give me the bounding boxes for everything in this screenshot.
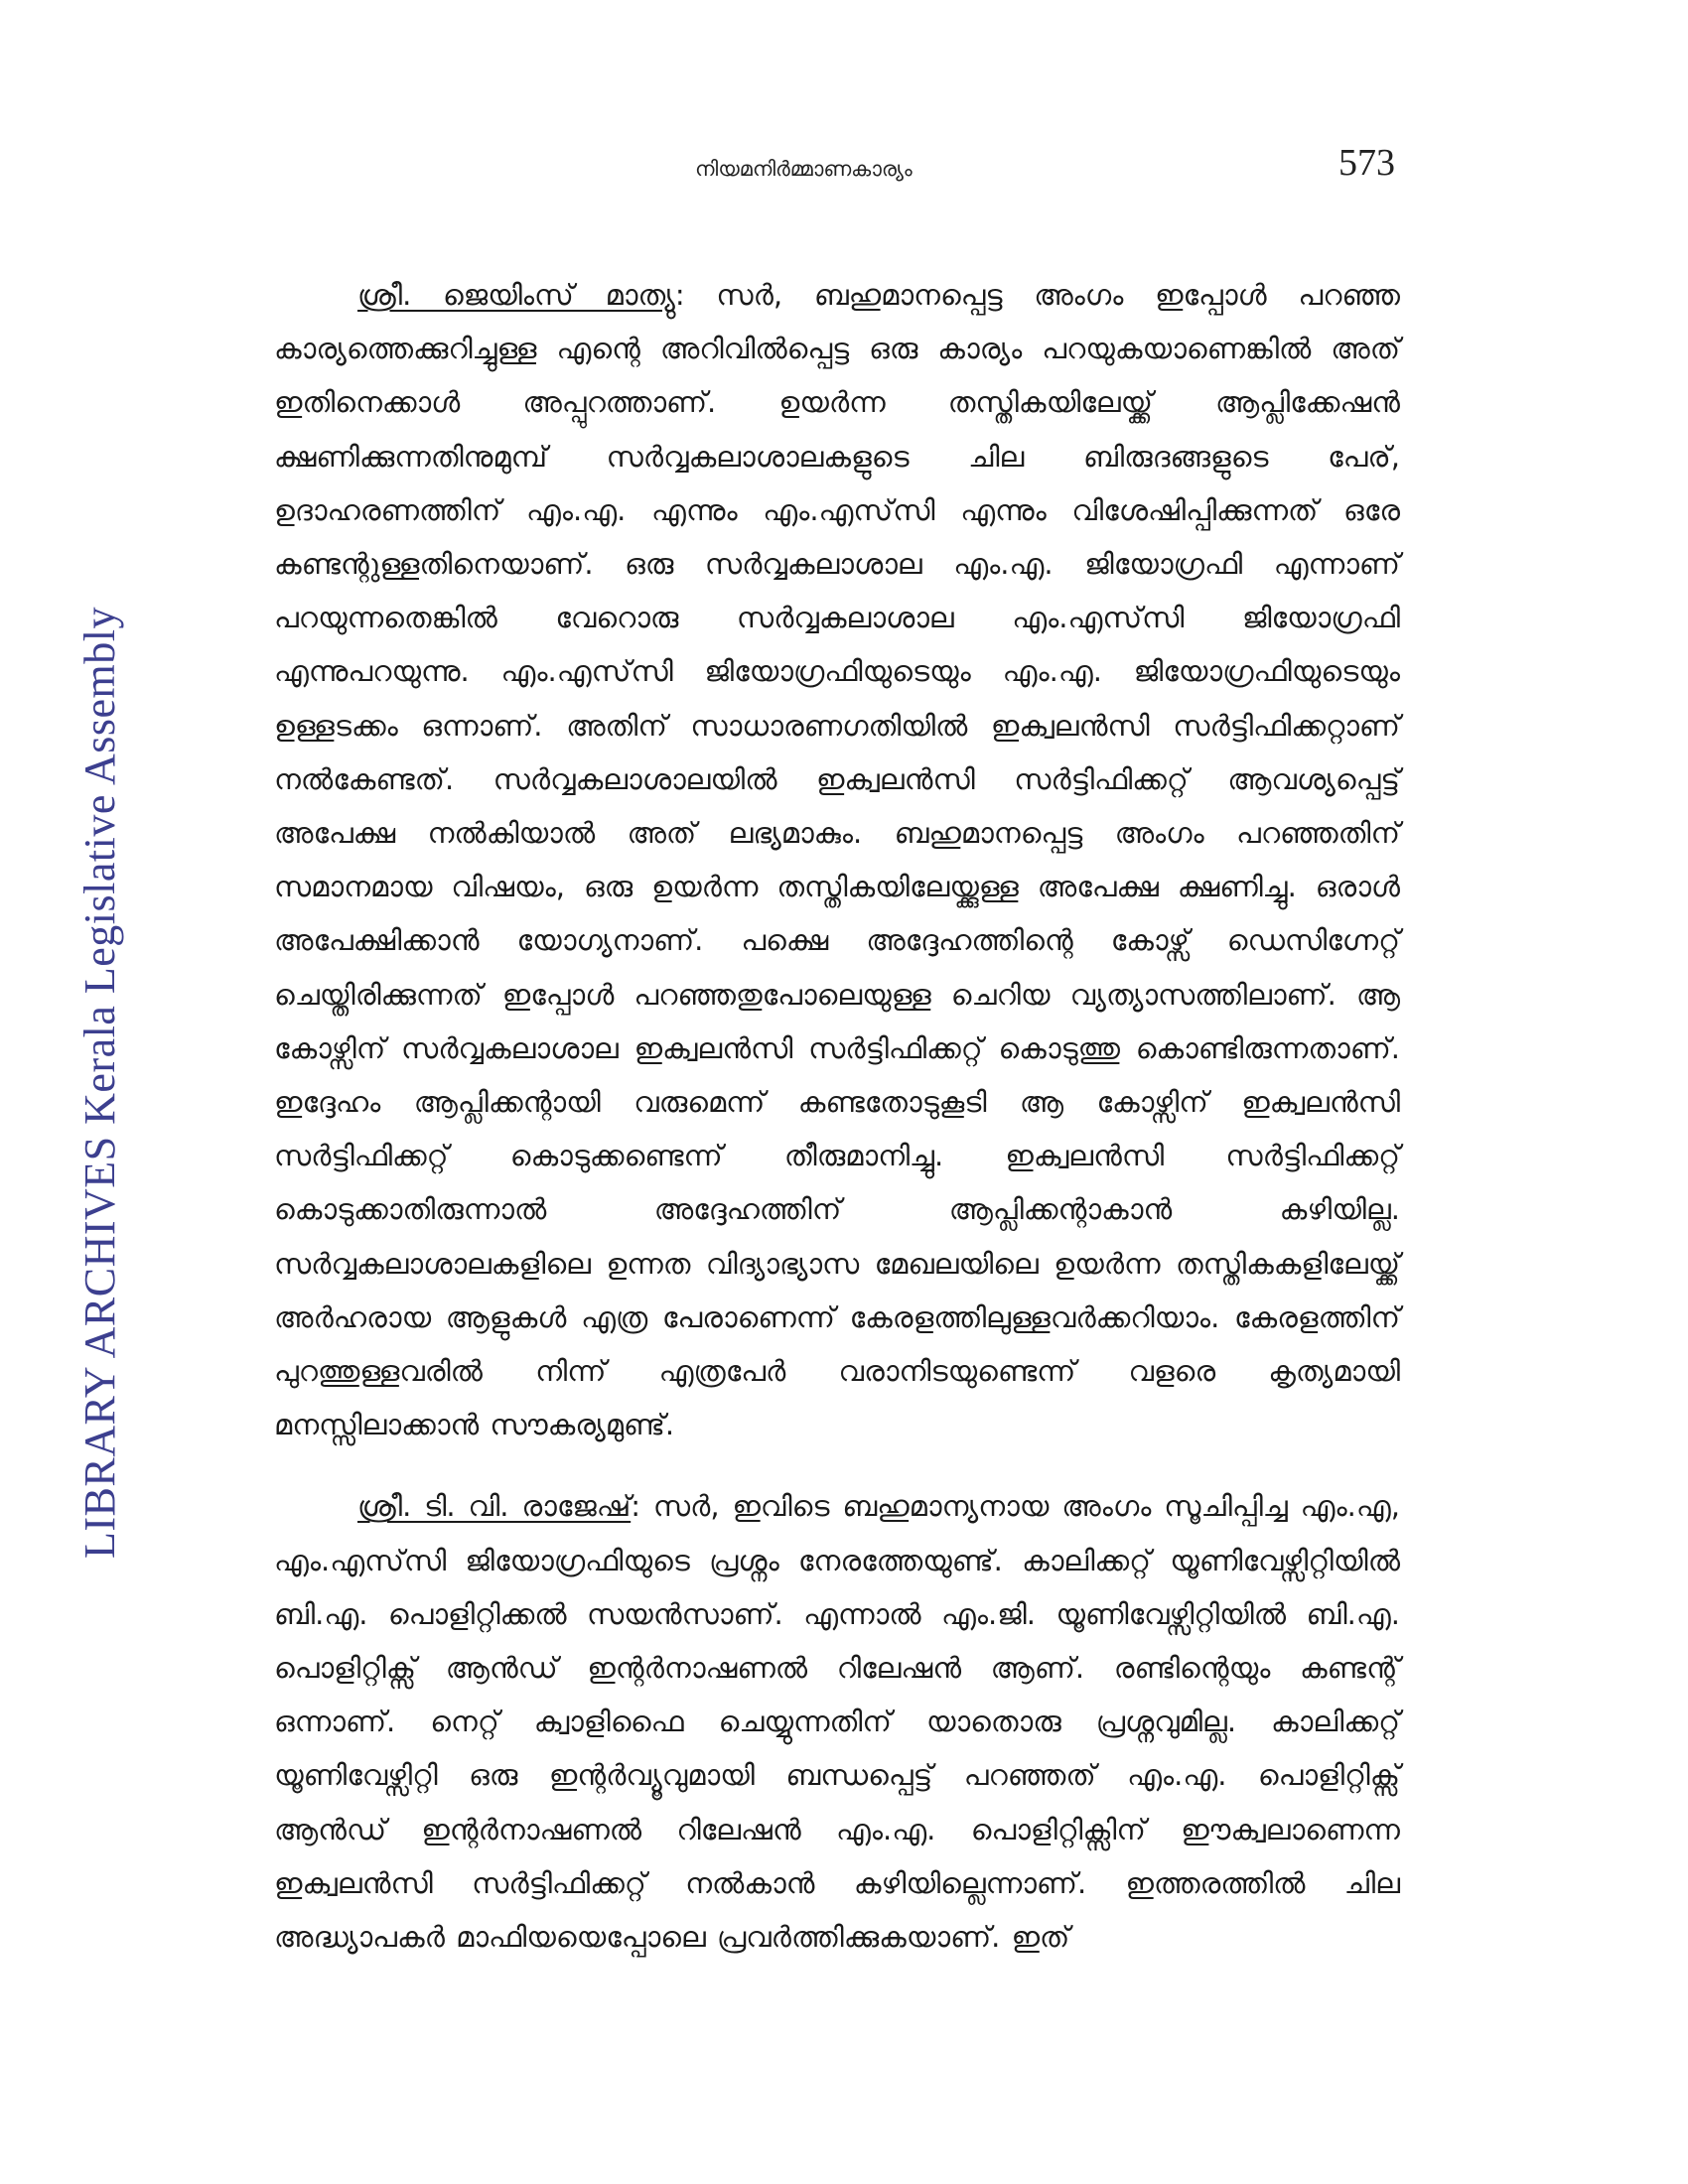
running-head-title: നിയമനിർമ്മാണകാര്യം (695, 157, 913, 181)
speaker-name: ശ്രീ. ജെയിംസ് മാത്യു (357, 278, 675, 312)
speaker-name: ശ്രീ. ടി. വി. രാജേഷ് (357, 1489, 632, 1524)
paragraph-text: : സർ, ബഹുമാനപ്പെട്ട അംഗം ഇപ്പോൾ പറഞ്ഞ കാര്യത്തെക്കുറിച്ചുള്ള എന്റെ അറിവിൽപ്പെട്ട ഒരു കാര്യം പറയുകയാണെങ്കിൽ അത് ഇതിനെക്കാൾ അപ്പുറത്താണ്. ഉയർന്ന തസ്തികയിലേയ്ക്ക് ആപ്ലിക്കേഷൻ ക്ഷണിക്കുന്നതിനുമുമ്പ് സർവ്വകലാശാലകളുടെ ചില ബിരുദങ്ങളുടെ പേര്, ഉദാഹരണത്തിന് എം.എ. എന്നും എം.എസ്‌സി എന്നും വിശേഷിപ്പിക്കുന്നത് ഒരേ കണ്ടന്റുള്ളതിനെയാണ്. ഒരു സർവ്വകലാശാല എം.എ. ജിയോഗ്രഫി എന്നാണ് പറയുന്നതെങ്കിൽ വേറൊരു സർവ്വകലാശാല എം.എസ്‌സി ജിയോഗ്രഫി എന്നുപറയുന്നു. എം.എസ്‌സി ജിയോഗ്രഫിയുടെയും എം.എ. ജിയോഗ്രഫിയുടെയും ഉള്ളടക്കം ഒന്നാണ്. അതിന് സാധാരണഗതിയിൽ ഇക്വലൻസി സർട്ടിഫിക്കറ്റാണ് നൽകേണ്ടത്. സർവ്വകലാശാലയിൽ ഇക്വലൻസി സർട്ടിഫിക്കറ്റ് ആവശ്യപ്പെട്ട് അപേക്ഷ നൽകിയാൽ അത് ലഭ്യമാകും. ബഹുമാനപ്പെട്ട അംഗം പറഞ്ഞതിന് സമാനമായ വിഷയം, ഒരു ഉയർന്ന തസ്തികയിലേയ്ക്കുള്ള അപേക്ഷ ക്ഷണിച്ചു. ഒരാൾ അപേക്ഷിക്കാൻ യോഗ്യനാണ്. പക്ഷെ അദ്ദേഹത്തിന്റെ കോഴ്സ് ഡെസിഗ്നേറ്റ് ചെയ്തിരിക്കുന്നത് ഇപ്പോൾ പറഞ്ഞതുപോലെയുള്ള ചെറിയ വ്യത്യാസത്തിലാണ്. ആ കോഴ്സിന് സർവ്വകലാശാല ഇക്വലൻസി സർട്ടിഫിക്കറ്റ് കൊടുത്തു കൊണ്ടിരുന്നതാണ്. ഇദ്ദേഹം ആപ്ലിക്കന്റായി വരുമെന്ന് കണ്ടതോടുകൂടി ആ കോഴ്സിന് ഇക്വലൻസി സർട്ടിഫിക്കറ്റ് കൊടുക്കണ്ടെന്ന് തീരുമാനിച്ചു. ഇക്വലൻസി സർട്ടിഫിക്കറ്റ് കൊടുക്കാതിരുന്നാൽ അദ്ദേഹത്തിന് ആപ്ലിക്കന്റാകാൻ കഴിയില്ല. സർവ്വകലാശാലകളിലെ ഉന്നത വിദ്യാഭ്യാസ മേഖലയിലെ ഉയർന്ന തസ്തികകളിലേയ്ക്ക് അർഹരായ ആളുകൾ എത്ര പേരാണെന്ന് കേരളത്തിലുള്ളവർക്കറിയാം. കേരളത്തിന് പുറത്തുള്ളവരിൽ നിന്ന് എത്രപേർ വരാനിടയുണ്ടെന്ന് വളരെ കൃത്യമായി മനസ്സിലാക്കാൻ സൗകര്യമുണ്ട്. (274, 278, 1400, 1442)
paragraph-james-mathew (274, 268, 1400, 1451)
page-number: 573 (1338, 142, 1395, 184)
body-text (274, 268, 1400, 1991)
paragraph-tv-rajesh (274, 1479, 1400, 1964)
side-watermark: LIBRARY ARCHIVES Kerala Legislative Assembly (75, 607, 124, 1559)
paragraph-text: : സർ, ഇവിടെ ബഹുമാന്യനായ അംഗം സൂചിപ്പിച്ച എം.എ, എം.എസ്‌സി ജിയോഗ്രഫിയുടെ പ്രശ്നം നേരത്തേയുണ്ട്. കാലിക്കറ്റ് യൂണിവേഴ്സിറ്റിയിൽ ബി.എ. പൊളിറ്റിക്കൽ സയൻസാണ്. എന്നാൽ എം.ജി. യൂണിവേഴ്സിറ്റിയിൽ ബി.എ. പൊളിറ്റിക്സ് ആൻഡ് ഇന്റർനാഷണൽ റിലേഷൻ ആണ്. രണ്ടിന്റെയും കണ്ടന്റ് ഒന്നാണ്. നെറ്റ് ക്വാളിഫൈ ചെയ്യുന്നതിന് യാതൊരു പ്രശ്നവുമില്ല. കാലിക്കറ്റ് യൂണിവേഴ്സിറ്റി ഒരു ഇന്റർവ്യൂവുമായി ബന്ധപ്പെട്ട് പറഞ്ഞത് എം.എ. പൊളിറ്റിക്സ് ആൻഡ് ഇന്റർനാഷണൽ റിലേഷൻ എം.എ. പൊളിറ്റിക്സിന് ഈക്വലാണെന്ന ഇക്വലൻസി സർട്ടിഫിക്കറ്റ് നൽകാൻ കഴിയില്ലെന്നാണ്. ഇത്തരത്തിൽ ചില അദ്ധ്യാപകർ മാഫിയയെപ്പോലെ പ്രവർത്തിക്കുകയാണ്. ഇത് (274, 1489, 1401, 1955)
